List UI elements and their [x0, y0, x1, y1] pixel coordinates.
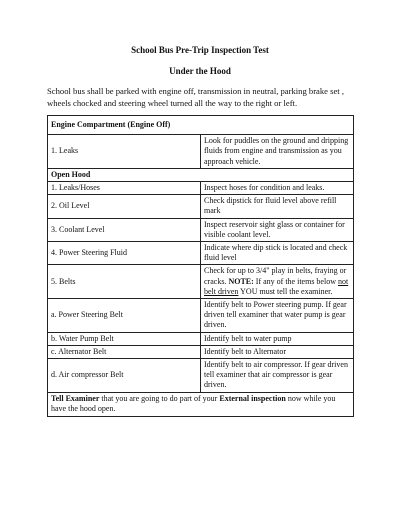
item-cell: 3. Coolant Level — [48, 218, 201, 241]
desc-cell: Look for puddles on the ground and dripping fluids from engine and transmission as you approach vehicle. — [201, 135, 354, 169]
inspection-table — [47, 115, 354, 417]
belts-desc-text: Check for up to 3/4" play in belts, fraying or cracks. — [204, 266, 347, 286]
table-row — [48, 182, 354, 195]
table-row — [48, 332, 354, 345]
item-cell: 1. Leaks/Hoses — [48, 182, 201, 195]
item-cell: c. Alternator Belt — [48, 345, 201, 358]
item-cell: 5. Belts — [48, 265, 201, 299]
footer-note — [48, 392, 354, 416]
desc-cell: Identify belt to water pump — [201, 332, 354, 345]
belts-underlined-text: not belt driven — [204, 276, 349, 296]
desc-cell: Inspect reservoir sight glass or container for visible coolant level. — [201, 218, 354, 241]
table-row — [48, 265, 354, 299]
table-row — [48, 195, 354, 218]
table-row — [48, 116, 354, 135]
table-row — [48, 359, 354, 393]
desc-cell: Check dipstick for fluid level above refill mark — [201, 195, 354, 218]
item-cell: b. Water Pump Belt — [48, 332, 201, 345]
footer-text: now while you have the hood open. — [51, 393, 336, 414]
item-cell: 4. Power Steering Fluid — [48, 242, 201, 265]
section-header-engine: Engine Compartment (Engine Off) — [48, 116, 354, 135]
item-cell: 1. Leaks — [48, 135, 201, 169]
belts-desc-text: If any of the items below — [255, 276, 336, 286]
footer-bold-text: Tell Examiner — [51, 393, 100, 403]
desc-cell: Identify belt to air compressor. If gear driven tell examiner that air compressor is gear driven. — [201, 359, 354, 393]
desc-cell: Indicate where dip stick is located and check fluid level — [201, 242, 354, 265]
footer-bold-text: External inspection — [219, 393, 286, 403]
section-header-open-hood: Open Hood — [48, 168, 354, 181]
footer-text: that you are going to do part of your — [101, 393, 218, 403]
table-row — [48, 299, 354, 333]
document-subtitle: Under the Hood — [169, 66, 231, 76]
intro-paragraph: School bus shall be parked with engine off, transmission in neutral, parking brake set , wheels chocked and steering wheel turned all the way to the right or left. — [47, 86, 344, 108]
desc-cell: Identify belt to Alternator — [201, 345, 354, 358]
table-row — [48, 242, 354, 265]
item-cell: a. Power Steering Belt — [48, 299, 201, 333]
note-label: NOTE: — [228, 276, 254, 286]
desc-cell: Identify belt to Power steering pump. If gear driven tell examiner that water pump is gear driven. — [201, 299, 354, 333]
table-row — [48, 135, 354, 169]
table-row — [48, 392, 354, 416]
desc-cell — [201, 265, 354, 299]
belts-desc-text: YOU must tell the examiner. — [240, 286, 333, 296]
item-cell: 2. Oil Level — [48, 195, 201, 218]
item-cell: d. Air compressor Belt — [48, 359, 201, 393]
table-row — [48, 218, 354, 241]
table-row — [48, 345, 354, 358]
table-row — [48, 168, 354, 181]
desc-cell: Inspect hoses for condition and leaks. — [201, 182, 354, 195]
document-title: School Bus Pre-Trip Inspection Test — [131, 45, 269, 55]
